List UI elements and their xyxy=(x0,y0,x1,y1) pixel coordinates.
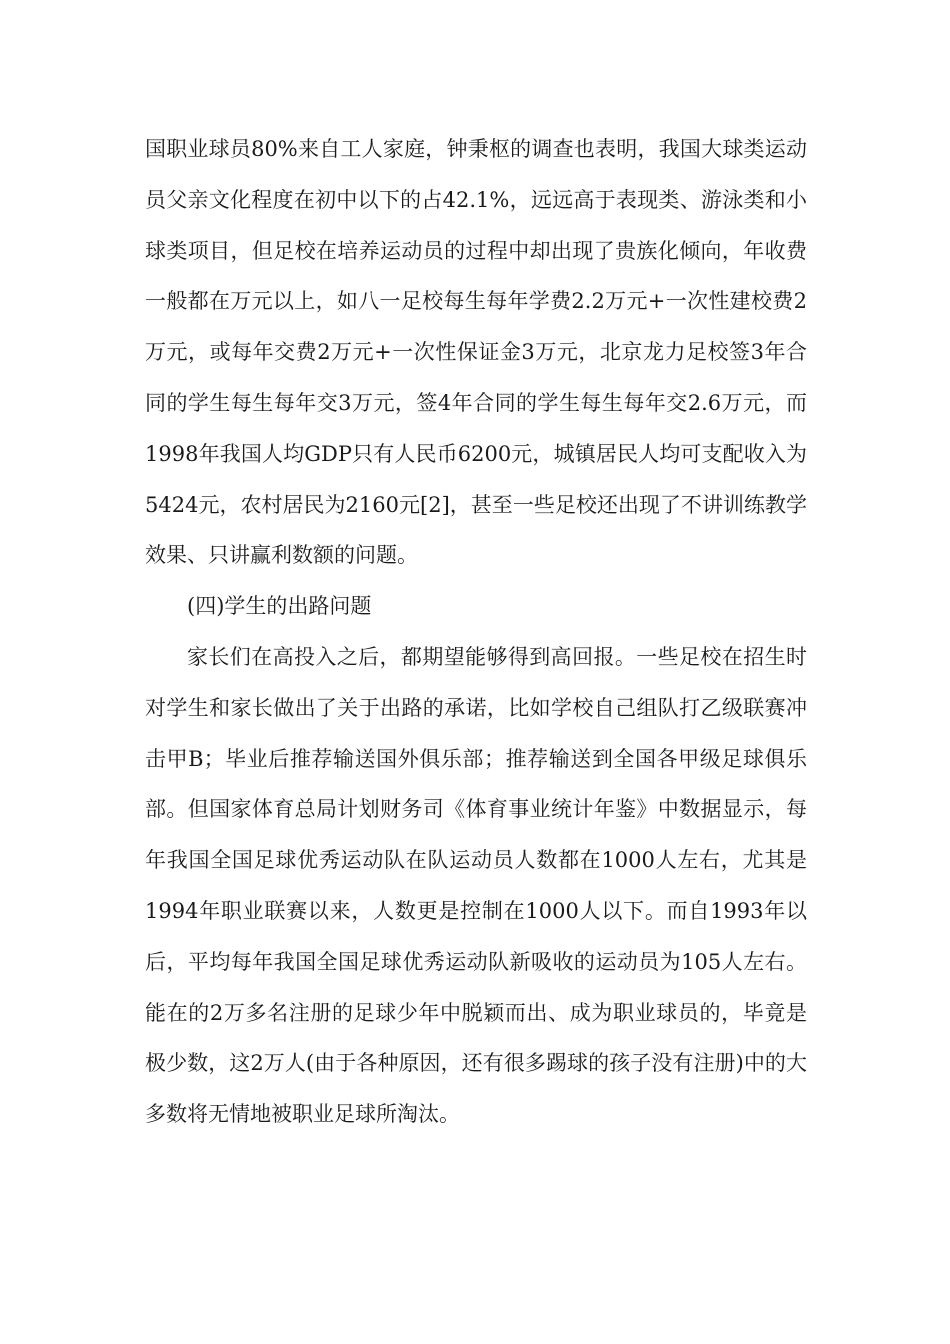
document-body xyxy=(145,124,807,1140)
paragraph-continuation: 国职业球员80%来自工人家庭，钟秉枢的调查也表明，我国大球类运动员父亲文化程度在初中以下的占42.1%，远远高于表现类、游泳类和小球类项目，但足校在培养运动员的过程中却出现了贵族化倾向，年收费一般都在万元以上，如八一足校每生每年学费2.2万元+一次性建校费2万元，或每年交费2万元+一次性保证金3万元，北京龙力足校签3年合同的学生每生每年交3万元，签4年合同的学生每生每年交2.6万元，而1998年我国人均GDP只有人民币6200元，城镇居民人均可支配收入为5424元，农村居民为2160元[2]，甚至一些足校还出现了不讲训练教学效果、只讲赢利数额的问题。 xyxy=(145,137,807,568)
paragraph-body: 家长们在高投入之后，都期望能够得到高回报。一些足校在招生时对学生和家长做出了关于出路的承诺，比如学校自己组队打乙级联赛冲击甲B；毕业后推荐输送国外俱乐部；推荐输送到全国各甲级足球俱乐部。但国家体育总局计划财务司《体育事业统计年鉴》中数据显示，每年我国全国足球优秀运动队在队运动员人数都在1000人左右，尤其是1994年职业联赛以来，人数更是控制在1000人以下。而自1993年以后，平均每年我国全国足球优秀运动队新吸收的运动员为105人左右。能在的2万多名注册的足球少年中脱颖而出、成为职业球员的，毕竟是极少数，这2万人(由于各种原因，还有很多踢球的孩子没有注册)中的大多数将无情地被职业足球所淘汰。 xyxy=(145,644,807,1127)
section-heading: (四)学生的出路问题 xyxy=(187,594,372,619)
